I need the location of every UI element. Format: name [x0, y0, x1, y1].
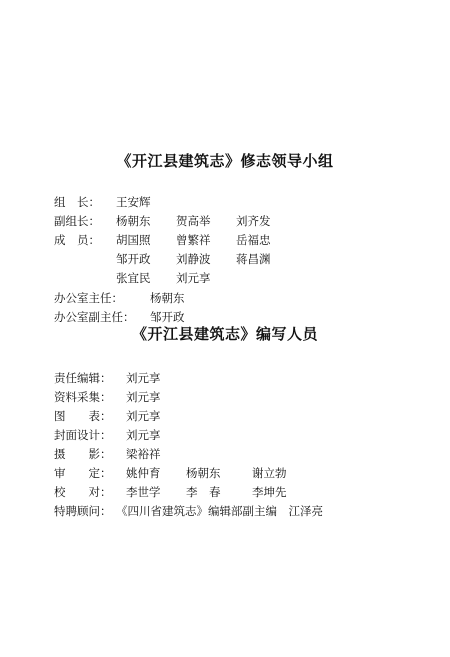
person-name: 岳福忠 [236, 233, 271, 247]
person-name: 刘元享 [126, 390, 161, 404]
person-name: 邹开政 [150, 310, 185, 324]
person-name: 杨朝东 [116, 214, 151, 228]
advisor-text: 《四川省建筑志》编辑部副主编 江泽亮 [116, 504, 323, 518]
person-name: 邹开政 [116, 252, 151, 266]
role-label: 图 表： [54, 409, 112, 423]
person-name: 贺高举 [176, 214, 211, 228]
person-name: 王安辉 [116, 195, 151, 209]
person-name: 刘元享 [126, 409, 161, 423]
role-label: 组 长： [54, 195, 100, 209]
leadership-group-title: 《开江县建筑志》修志领导小组 [116, 152, 334, 170]
role-label: 资料采集： [54, 390, 112, 404]
role-label: 办公室副主任： [54, 310, 135, 324]
person-name: 李 春 [186, 485, 221, 499]
role-label: 摄 影： [54, 447, 112, 461]
person-name: 姚仲育 [126, 466, 161, 480]
person-name: 谢立勃 [252, 466, 287, 480]
person-name: 刘静波 [176, 252, 211, 266]
person-name: 胡国照 [116, 233, 151, 247]
person-name: 杨朝东 [150, 291, 185, 305]
role-label: 成 员： [54, 233, 100, 247]
person-name: 曾繁祥 [176, 233, 211, 247]
person-name: 刘元享 [126, 428, 161, 442]
writers-title: 《开江县建筑志》编写人员 [131, 325, 318, 343]
person-name: 李坤先 [252, 485, 287, 499]
role-label: 特聘顾问： [54, 504, 112, 518]
person-name: 蒋昌渊 [236, 252, 271, 266]
person-name: 梁裕祥 [126, 447, 161, 461]
person-name: 刘元享 [126, 371, 161, 385]
role-label: 校 对： [54, 485, 112, 499]
person-name: 张宜民 [116, 271, 151, 285]
role-label: 封面设计： [54, 428, 112, 442]
role-label: 副组长： [54, 214, 100, 228]
role-label: 责任编辑： [54, 371, 112, 385]
role-label: 办公室主任： [54, 291, 123, 305]
person-name: 李世学 [126, 485, 161, 499]
role-label: 审 定： [54, 466, 112, 480]
person-name: 刘齐发 [236, 214, 271, 228]
person-name: 刘元享 [176, 271, 211, 285]
person-name: 杨朝东 [186, 466, 221, 480]
